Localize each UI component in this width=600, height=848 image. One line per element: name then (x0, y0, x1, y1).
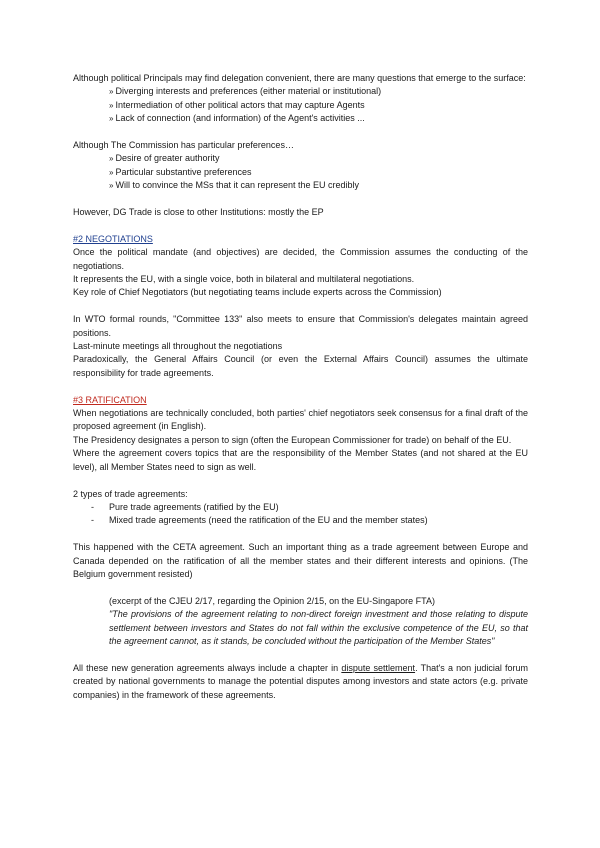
list-item: » Intermediation of other political actors that may capture Agents (109, 99, 365, 110)
ratification-paragraph-2: The Presidency designates a person to sign (often the European Commissioner for trade) on behalf of the EU. (73, 434, 512, 445)
dispute-paragraph: All these new generation agreements always include a chapter in dispute settlement. That's a non judicial forum created by national governments to manage the potential disputes among investors and state actors (e.g. private companies) in the framework of these agreements. (73, 662, 529, 700)
list-item: - Pure trade agreements (ratified by the EU) (73, 501, 528, 514)
list-item: » Will to convince the MSs that it can represent the EU credibly (109, 180, 360, 191)
arrow-bullet-icon: » (109, 181, 114, 191)
intro-list (73, 85, 528, 125)
arrow-bullet-icon: » (109, 167, 114, 177)
arrow-bullet-icon: » (109, 154, 114, 164)
list-item: » Lack of connection (and information) of the Agent's activities ... (109, 113, 365, 124)
list-item: » Diverging interests and preferences (either material or institutional) (109, 86, 382, 97)
commission-list (73, 152, 528, 192)
ratification-heading: #3 RATIFICATION (73, 394, 147, 405)
document-page (73, 72, 528, 702)
negotiations-paragraph-6: Paradoxically, the General Affairs Council (or even the External Affairs Council) assumes the ultimate responsibility for trade agreements. (73, 354, 528, 378)
excerpt-block (73, 595, 528, 649)
ratification-paragraph-3: Where the agreement covers topics that are the responsibility of the Member States (and not shared at the EU level), all Member States need to sign as well. (73, 448, 528, 472)
negotiations-paragraph-5: Last-minute meetings all throughout the negotiations (73, 341, 283, 352)
negotiations-paragraph-4: In WTO formal rounds, "Committee 133" also meets to ensure that Commission's delegates maintain agreed positions. (73, 314, 528, 338)
commission-paragraph: Although The Commission has particular preferences… (73, 140, 294, 151)
dispute-settlement-term: dispute settlement (341, 662, 416, 673)
negotiations-heading: #2 NEGOTIATIONS (73, 233, 153, 244)
dg-trade-paragraph: However, DG Trade is close to other Institutions: mostly the EP (73, 207, 324, 218)
negotiations-paragraph-2: It represents the EU, with a single voice, both in bilateral and multilateral negotiations. (73, 274, 415, 285)
list-item: » Particular substantive preferences (109, 166, 252, 177)
intro-paragraph: Although political Principals may find delegation convenient, there are many questions that emerge to the surface: (73, 73, 526, 83)
list-item: - Mixed trade agreements (need the ratification of the EU and the member states) (73, 514, 528, 527)
ratification-paragraph-1: When negotiations are technically concluded, both parties' chief negotiators seek consensus for a final draft of the proposed agreement (in English). (73, 408, 528, 432)
dash-bullet-icon: - (91, 501, 94, 512)
list-item: » Desire of greater authority (109, 153, 220, 164)
ceta-paragraph: This happened with the CETA agreement. Such an important thing as a trade agreement between Europe and Canada depended on the ratification of all the member states and their different interests and opinions. (The Belgium government resisted) (73, 542, 528, 579)
arrow-bullet-icon: » (109, 87, 114, 97)
dash-bullet-icon: - (91, 515, 94, 526)
types-list (73, 501, 528, 528)
excerpt-source: (excerpt of the CJEU 2/17, regarding the Opinion 2/15, on the EU-Singapore FTA) (109, 595, 436, 606)
excerpt-quote: "The provisions of the agreement relating to non-direct foreign investment and those relating to dispute settlement between investors and States do not fall within the exclusive competence of the EU, so that the agreement cannot, as it stands, be concluded without the participation of the Member States" (109, 609, 528, 646)
arrow-bullet-icon: » (109, 114, 114, 124)
arrow-bullet-icon: » (109, 100, 114, 110)
negotiations-paragraph-1: Once the political mandate (and objectives) are decided, the Commission assumes the conducting of the negotiations. (73, 247, 528, 271)
types-intro: 2 types of trade agreements: (73, 488, 188, 499)
negotiations-paragraph-3: Key role of Chief Negotiators (but negotiating teams include experts across the Commission) (73, 287, 442, 298)
